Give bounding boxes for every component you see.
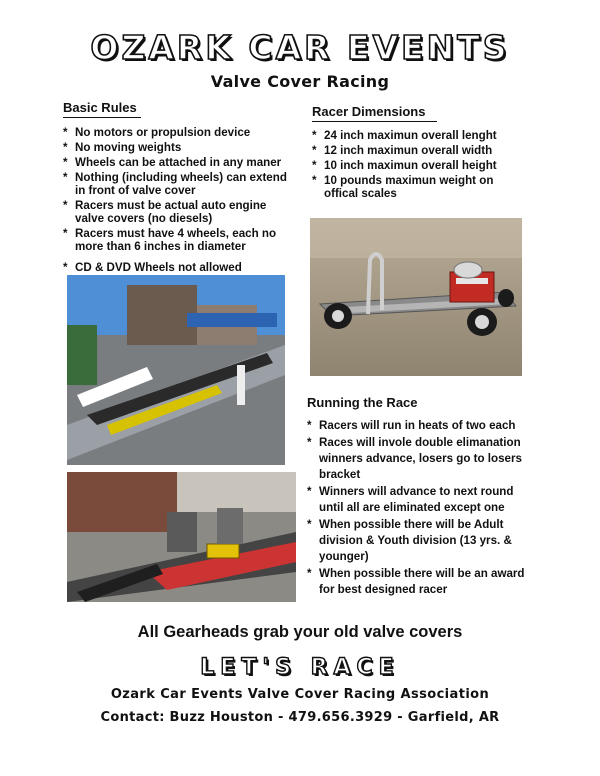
racers-on-track-photo [67,472,296,602]
racer-dimensions-list [312,129,512,202]
running-race-heading: Running the Race [307,395,418,410]
list-item: * CD & DVD Wheels not allowed [63,261,295,274]
association-name: Ozark Car Events Valve Cover Racing Association [110,687,490,702]
event-subtitle: Valve Cover Racing [210,72,390,91]
list-item: * When possible there will be Adult division & Youth division (13 yrs. & younger) [307,517,529,565]
list-item: * Races will invole double elimanation winners advance, losers go to losers bracket [307,435,529,483]
list-item: * 12 inch maximun overall width [312,144,512,157]
list-item: * Racers will run in heats of two each [307,418,529,434]
lets-race-banner: LET'S RACE [200,655,400,680]
list-item: * 24 inch maximun overall lenght [312,129,512,142]
racer-photo [310,218,522,376]
list-item: * Racers must be actual auto engine valve covers (no diesels) [63,199,295,225]
list-item: * No moving weights [63,141,295,154]
event-title: OZARK CAR EVENTS [90,28,510,67]
list-item: * No motors or propulsion device [63,126,295,139]
race-track-photo [67,275,285,465]
list-item: * Wheels can be attached in any maner [63,156,295,169]
list-item: * When possible there will be an award for best designed racer [307,566,529,598]
racer-dimensions-heading: Racer Dimensions [312,104,426,119]
basic-rules-list [63,126,295,276]
racer-dimensions-underline [312,121,437,122]
running-race-list [307,418,529,599]
list-item: * 10 inch maximun overall height [312,159,512,172]
tagline: All Gearheads grab your old valve covers [137,623,463,641]
list-item: * 10 pounds maximun weight on offical scales [312,174,512,200]
basic-rules-heading: Basic Rules [63,100,137,115]
list-item: * Winners will advance to next round until all are eliminated except one [307,484,529,516]
contact-info: Contact: Buzz Houston - 479.656.3929 - Garfield, AR [100,710,500,725]
list-item: * Racers must have 4 wheels, each no more than 6 inches in diameter [63,227,295,253]
list-item: * Nothing (including wheels) can extend in front of valve cover [63,171,295,197]
basic-rules-underline [63,117,141,118]
